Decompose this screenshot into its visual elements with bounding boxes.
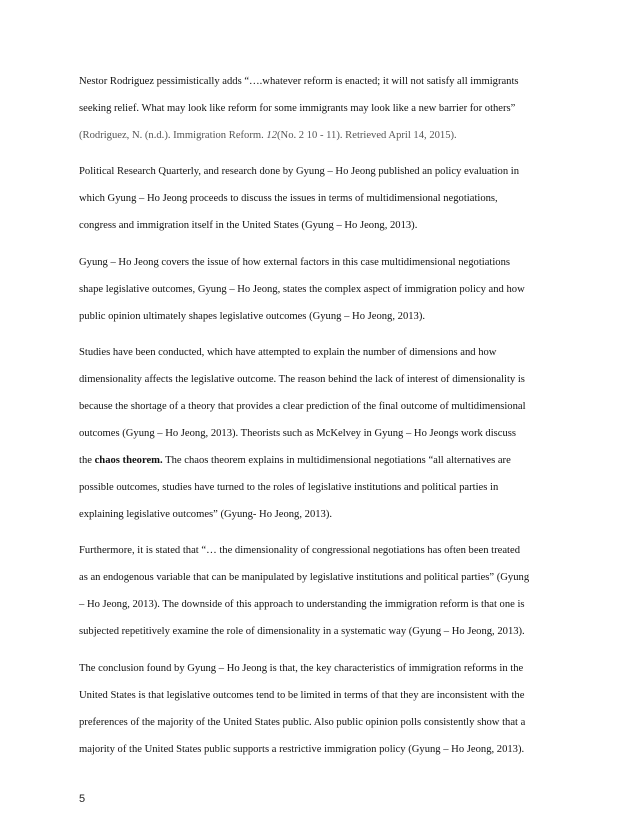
paragraph-2-line-1: Political Research Quarterly, and research done by Gyung – Ho Jeong published an policy evaluation in bbox=[79, 166, 520, 177]
paragraph-2-line-3: congress and immigration itself in the United States (Gyung – Ho Jeong, 2013). bbox=[79, 220, 418, 231]
paragraph-4-line-4: outcomes (Gyung – Ho Jeong, 2013). Theorists such as McKelvey in Gyung – Ho Jeongs work discuss bbox=[79, 428, 517, 439]
paragraph-4-line-3: because the shortage of a theory that provides a clear prediction of the final outcome of multidimensional bbox=[79, 401, 526, 412]
paragraph-4-line-1: Studies have been conducted, which have attempted to explain the number of dimensions and how bbox=[79, 347, 497, 358]
paragraph-1-line-2: seeking relief. What may look like reform for some immigrants may look like a new barrier for others” bbox=[79, 103, 516, 114]
citation-volume: 12 bbox=[266, 130, 278, 141]
paragraph-3-line-1: Gyung – Ho Jeong covers the issue of how external factors in this case multidimensional negotiations bbox=[79, 257, 511, 268]
citation-rodriguez bbox=[79, 129, 457, 142]
paragraph-3-line-3: public opinion ultimately shapes legislative outcomes (Gyung – Ho Jeong, 2013). bbox=[79, 311, 426, 322]
paragraph-1-line-1: Nestor Rodriguez pessimistically adds “….whatever reform is enacted; it will not satisfy all immigrants bbox=[79, 76, 519, 87]
paragraph-4-line-2: dimensionality affects the legislative outcome. The reason behind the lack of interest of dimensionality is bbox=[79, 374, 525, 385]
paragraph-6-line-4: majority of the United States public supports a restrictive immigration policy (Gyung – Ho Jeong, 2013). bbox=[79, 744, 525, 755]
paragraph-3-line-2: shape legislative outcomes, Gyung – Ho Jeong, states the complex aspect of immigration policy and how bbox=[79, 284, 525, 295]
paragraph-4-line-7: explaining legislative outcomes” (Gyung- Ho Jeong, 2013). bbox=[79, 509, 333, 520]
paragraph-6-line-2: United States is that legislative outcomes tend to be limited in terms of that they are inconsistent with the bbox=[79, 690, 525, 701]
page-number: 5 bbox=[79, 793, 86, 805]
paragraph-5-line-1: Furthermore, it is stated that “… the dimensionality of congressional negotiations has often been treated bbox=[79, 545, 520, 556]
paragraph-2-line-2: which Gyung – Ho Jeong proceeds to discuss the issues in terms of multidimensional negotiations, bbox=[79, 193, 498, 204]
paragraph-5-line-4: subjected repetitively examine the role of dimensionality in a systematic way (Gyung – Ho Jeong, 2013). bbox=[79, 626, 525, 637]
paragraph-6-line-1: The conclusion found by Gyung – Ho Jeong is that, the key characteristics of immigration reforms in the bbox=[79, 663, 524, 674]
paragraph-5-line-3: – Ho Jeong, 2013). The downside of this approach to understanding the immigration reform is that one is bbox=[79, 599, 525, 610]
paragraph-5-line-2: as an endogenous variable that can be manipulated by legislative institutions and political parties” (Gyung bbox=[79, 572, 530, 583]
line-5-end: The chaos theorem explains in multidimensional negotiations “all alternatives are bbox=[162, 455, 511, 466]
paragraph-4-line-5 bbox=[79, 454, 511, 467]
citation-text: (Rodriguez, N. (n.d.). Immigration Reform. bbox=[79, 130, 267, 141]
paragraph-4-line-6: possible outcomes, studies have turned to the roles of legislative institutions and political parties in bbox=[79, 482, 499, 493]
paragraph-6-line-3: preferences of the majority of the United States public. Also public opinion polls consistently show that a bbox=[79, 717, 526, 728]
citation-text-end: (No. 2 10 - 11). Retrieved April 14, 2015). bbox=[277, 130, 457, 141]
line-5-start: the bbox=[79, 455, 95, 466]
chaos-theorem-term: chaos theorem. bbox=[94, 455, 163, 466]
